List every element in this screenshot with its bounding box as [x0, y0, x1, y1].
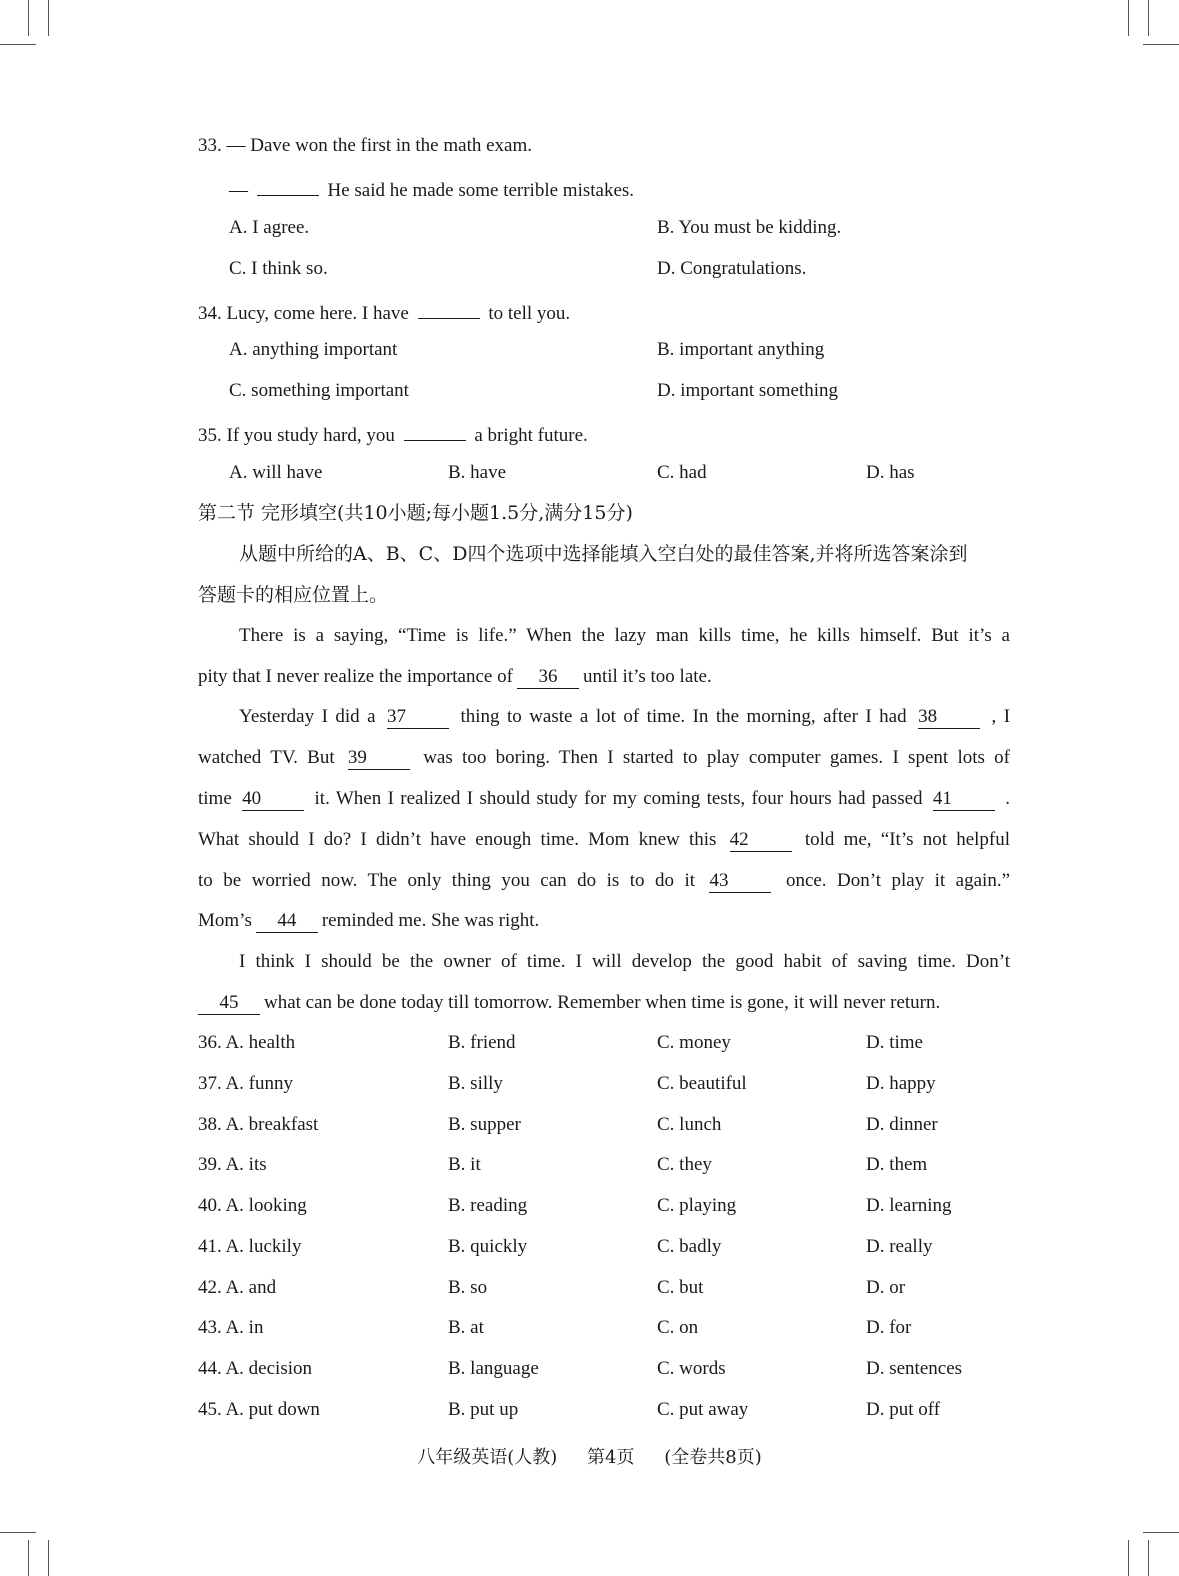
option-40-a[interactable]: 40. A. looking: [198, 1195, 307, 1216]
option-34-b[interactable]: B. important anything: [657, 339, 825, 360]
reply-text: He said he made some terrible mistakes.: [327, 180, 635, 201]
option-39-c[interactable]: C. they: [657, 1154, 712, 1175]
footer-page-number: 第4页: [587, 1447, 635, 1468]
passage-text: once. Don’t play it again.”: [785, 870, 1010, 891]
option-36-a[interactable]: 36. A. health: [198, 1032, 296, 1053]
option-43-b[interactable]: B. at: [448, 1317, 484, 1338]
stem-text: 34. Lucy, come here. I have: [198, 303, 409, 324]
footer-subject: 八年级英语(人教): [417, 1447, 558, 1468]
option-39-b[interactable]: B. it: [448, 1154, 481, 1175]
passage-text: watched TV. But: [198, 747, 335, 768]
dash: —: [229, 180, 248, 201]
stem-text: a bright future.: [474, 425, 588, 446]
option-42-c[interactable]: C. but: [657, 1277, 704, 1298]
question-35-stem: [198, 420, 588, 448]
blank-37[interactable]: 37: [387, 706, 449, 729]
option-34-a[interactable]: A. anything important: [229, 339, 398, 360]
stem-text: 35. If you study hard, you: [198, 425, 395, 446]
answer-blank[interactable]: [404, 420, 466, 441]
crop-mark: [28, 1540, 29, 1576]
option-34-c[interactable]: C. something important: [229, 380, 409, 401]
blank-40[interactable]: 40: [242, 788, 304, 811]
option-40-b[interactable]: B. reading: [448, 1195, 528, 1216]
option-37-c[interactable]: C. beautiful: [657, 1073, 747, 1094]
option-33-b[interactable]: B. You must be kidding.: [657, 217, 842, 238]
crop-mark: [1128, 1540, 1129, 1576]
crop-mark: [28, 0, 29, 36]
answer-blank[interactable]: [257, 175, 319, 196]
option-42-b[interactable]: B. so: [448, 1277, 488, 1298]
blank-42[interactable]: 42: [730, 829, 792, 852]
passage-text: Mom’s: [198, 910, 252, 931]
blank-39[interactable]: 39: [348, 747, 410, 770]
passage-text: until it’s too late.: [582, 666, 712, 687]
option-36-c[interactable]: C. money: [657, 1032, 731, 1053]
page-footer: [0, 1443, 1179, 1469]
passage-line: I think I should be the owner of time. I will develop the good habit of saving time. Don’t: [239, 951, 1010, 972]
passage-text: thing to waste a lot of time. In the morning, after I had: [460, 706, 907, 727]
option-36-d[interactable]: D. time: [866, 1032, 923, 1053]
passage-line: [239, 705, 1010, 729]
passage-text: reminded me. She was right.: [321, 910, 540, 931]
passage-line: [198, 665, 712, 689]
crop-mark: [0, 44, 36, 45]
passage-line: [198, 991, 940, 1015]
option-45-d[interactable]: D. put off: [866, 1399, 941, 1420]
option-38-c[interactable]: C. lunch: [657, 1114, 722, 1135]
crop-mark: [1143, 44, 1179, 45]
option-45-c[interactable]: C. put away: [657, 1399, 749, 1420]
option-44-c[interactable]: C. words: [657, 1358, 726, 1379]
passage-text: pity that I never realize the importance of: [198, 666, 513, 687]
passage-line: [198, 746, 1010, 770]
option-41-b[interactable]: B. quickly: [448, 1236, 528, 1257]
option-33-c[interactable]: C. I think so.: [229, 258, 328, 279]
passage-line: There is a saying, “Time is life.” When the lazy man kills time, he kills himself. But it’s a: [239, 625, 1010, 646]
passage-line: [198, 909, 539, 933]
question-34-stem: [198, 298, 570, 326]
option-35-b[interactable]: B. have: [448, 462, 507, 483]
passage-text: to be worried now. The only thing you can do is to do it: [198, 870, 695, 891]
option-37-d[interactable]: D. happy: [866, 1073, 936, 1094]
question-33-stem: 33. — Dave won the first in the math exam.: [198, 135, 533, 156]
crop-mark: [48, 1540, 49, 1576]
option-45-a[interactable]: 45. A. put down: [198, 1399, 320, 1420]
question-33-reply: [229, 175, 634, 203]
blank-44[interactable]: 44: [256, 910, 318, 933]
option-42-a[interactable]: 42. A. and: [198, 1277, 277, 1298]
option-37-a[interactable]: 37. A. funny: [198, 1073, 293, 1094]
option-38-b[interactable]: B. supper: [448, 1114, 521, 1135]
passage-text: told me, “It’s not helpful: [804, 829, 1011, 850]
option-44-a[interactable]: 44. A. decision: [198, 1358, 312, 1379]
blank-41[interactable]: 41: [933, 788, 995, 811]
answer-blank[interactable]: [418, 298, 480, 319]
option-45-b[interactable]: B. put up: [448, 1399, 519, 1420]
option-36-b[interactable]: B. friend: [448, 1032, 516, 1053]
option-39-d[interactable]: D. them: [866, 1154, 928, 1175]
crop-mark: [0, 1532, 36, 1533]
option-37-b[interactable]: B. silly: [448, 1073, 503, 1094]
option-38-a[interactable]: 38. A. breakfast: [198, 1114, 319, 1135]
crop-mark: [48, 0, 49, 36]
blank-45[interactable]: 45: [198, 992, 260, 1015]
option-33-a[interactable]: A. I agree.: [229, 217, 310, 238]
blank-36[interactable]: 36: [517, 666, 579, 689]
crop-mark: [1148, 1540, 1149, 1576]
passage-text: Yesterday I did a: [239, 706, 376, 727]
footer-total-pages: (全卷共8页): [664, 1447, 762, 1468]
option-38-d[interactable]: D. dinner: [866, 1114, 938, 1135]
section-title: 第二节 完形填空(共10小题;每小题1.5分,满分15分): [198, 502, 633, 524]
option-41-d[interactable]: D. really: [866, 1236, 933, 1257]
option-39-a[interactable]: 39. A. its: [198, 1154, 267, 1175]
option-43-c[interactable]: C. on: [657, 1317, 699, 1338]
option-41-c[interactable]: C. badly: [657, 1236, 722, 1257]
option-42-d[interactable]: D. or: [866, 1277, 906, 1298]
passage-line: [198, 828, 1010, 852]
option-44-b[interactable]: B. language: [448, 1358, 539, 1379]
passage-text: , I: [991, 706, 1011, 727]
passage-text: .: [1005, 788, 1011, 809]
passage-line: [198, 869, 1010, 893]
crop-mark: [1143, 1532, 1179, 1533]
blank-43[interactable]: 43: [709, 870, 771, 893]
passage-text: What should I do? I didn’t have enough time. Mom knew this: [198, 829, 717, 850]
option-43-a[interactable]: 43. A. in: [198, 1317, 264, 1338]
passage-text: time: [198, 788, 232, 809]
section-instructions-cont: 答题卡的相应位置上。: [198, 584, 389, 606]
crop-mark: [1128, 0, 1129, 36]
passage-text: it. When I realized I should study for my coming tests, four hours had passed: [314, 788, 923, 809]
crop-mark: [1148, 0, 1149, 36]
option-34-d[interactable]: D. important something: [657, 380, 839, 401]
option-35-d[interactable]: D. has: [866, 462, 915, 483]
passage-line: [198, 787, 1010, 811]
blank-38[interactable]: 38: [918, 706, 980, 729]
option-33-d[interactable]: D. Congratulations.: [657, 258, 807, 279]
passage-text: was too boring. Then I started to play computer games. I spent lots of: [423, 747, 1011, 768]
option-35-a[interactable]: A. will have: [229, 462, 323, 483]
option-41-a[interactable]: 41. A. luckily: [198, 1236, 302, 1257]
option-44-d[interactable]: D. sentences: [866, 1358, 963, 1379]
option-40-c[interactable]: C. playing: [657, 1195, 737, 1216]
option-40-d[interactable]: D. learning: [866, 1195, 952, 1216]
option-35-c[interactable]: C. had: [657, 462, 707, 483]
section-instructions: 从题中所给的A、B、C、D四个选项中选择能填入空白处的最佳答案,并将所选答案涂到: [239, 543, 968, 565]
stem-text: to tell you.: [488, 303, 571, 324]
passage-text: what can be done today till tomorrow. Remember when time is gone, it will never return.: [264, 992, 941, 1013]
option-43-d[interactable]: D. for: [866, 1317, 912, 1338]
